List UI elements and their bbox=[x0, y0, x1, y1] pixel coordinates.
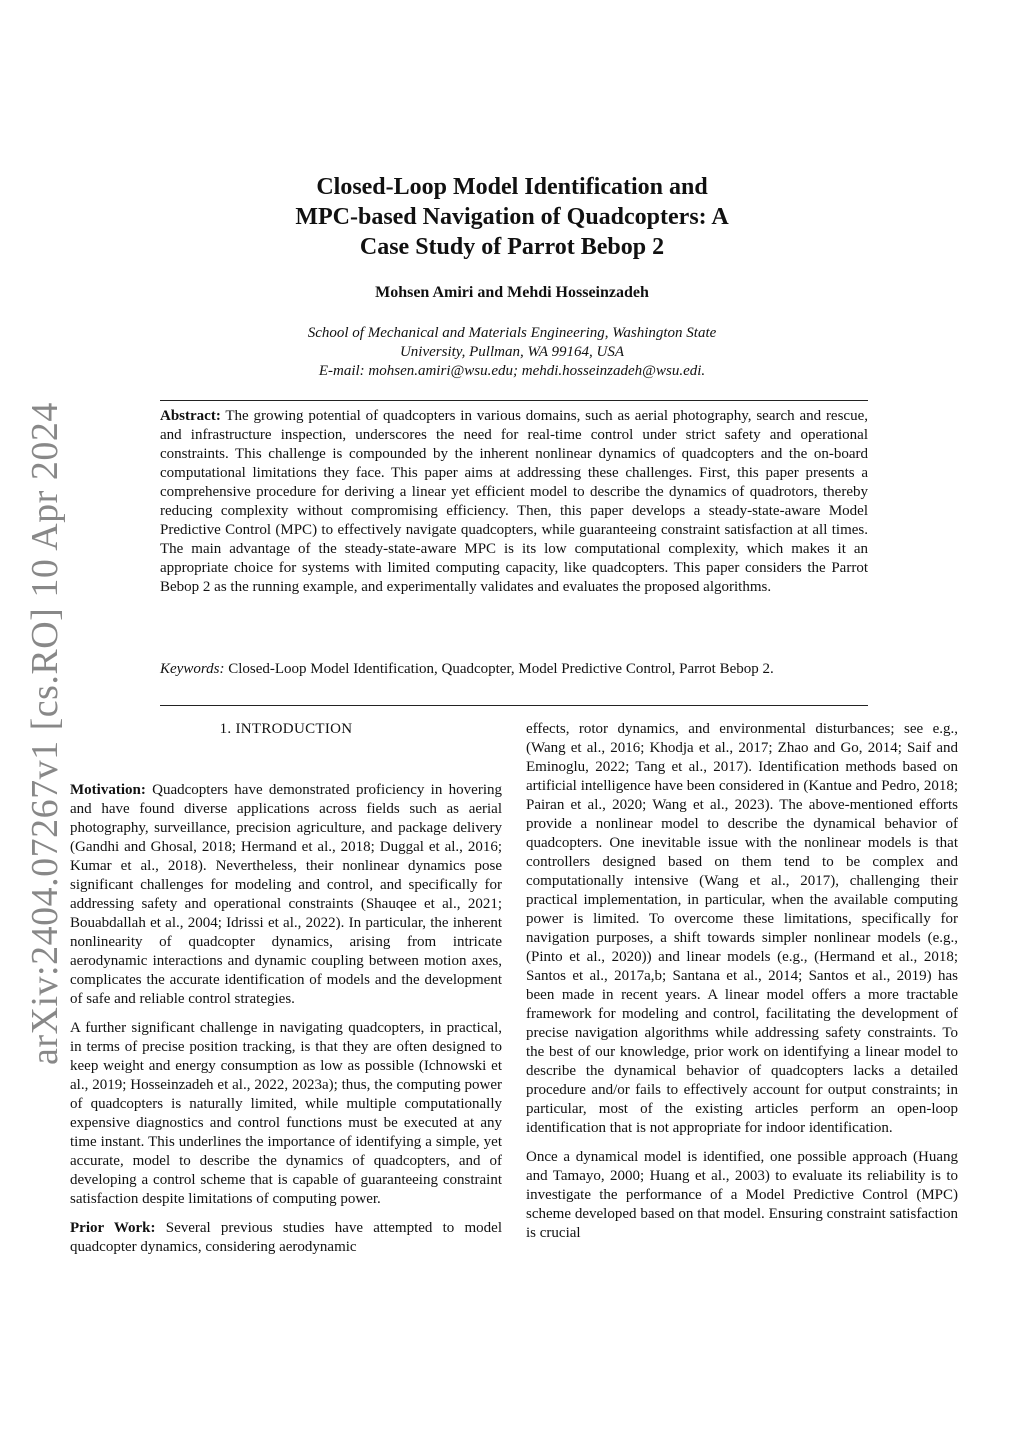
title-line: Case Study of Parrot Bebop 2 bbox=[359, 234, 665, 260]
challenge-paragraph: A further significant challenge in navigating quadcopters, in practical, in terms of precise position tracking, is that they are often designed to keep weight and energy consumption as low as possible (Ichnowski et al., 2019; Hosseinzadeh et al., 2022, 2023a); thus, the computing power of quadcopters is naturally limited, while multiple computationally expensive diagnostics and control functions must be executed at any time instant. This underlines the importance of identifying a simple, yet accurate, model to describe the dynamics of quadcopters, and of developing a control scheme that is capable of guaranteeing constraint satisfaction despite limitations of computing power. bbox=[70, 1020, 502, 1207]
abstract-top-rule bbox=[160, 400, 868, 401]
authors: Mohsen Amiri and Mehdi Hosseinzadeh bbox=[375, 284, 649, 301]
prior-work-paragraph bbox=[70, 1219, 502, 1257]
paper-title bbox=[190, 172, 834, 262]
affiliation-line: University, Pullman, WA 99164, USA bbox=[399, 344, 625, 360]
keywords-text: Closed-Loop Model Identification, Quadcopter, Model Predictive Control, Parrot Bebop 2. bbox=[228, 661, 774, 677]
keywords-label: Keywords: bbox=[160, 661, 225, 677]
mpc-paragraph: Once a dynamical model is identified, one possible approach (Huang and Tamayo, 2000; Huang et al., 2003) to evaluate its reliability is to investigate the performance of a Model Predictive Control (MPC) scheme developed based on that model. Ensuring constraint satisfaction is crucial bbox=[526, 1149, 958, 1241]
affiliation bbox=[190, 324, 834, 381]
abstract-text: The growing potential of quadcopters in various domains, such as aerial photography, search and rescue, and infrastructure inspection, underscores the need for real-time control under strict safety and operational constraints. This challenge is compounded by the inherent nonlinear dynamics of quadcopters and the on-board computational limitations they face. This paper aims at addressing these challenges. First, this paper presents a comprehensive procedure for deriving a linear yet efficient model to describe the dynamics of quadrotors, thereby reducing complexity without compromising efficiency. Then, this paper develops a steady-state-aware Model Predictive Control (MPC) to effectively navigate quadcopters, while guaranteeing constraint satisfaction at all times. The main advantage of the steady-state-aware MPC is its low computational complexity, which makes it an appropriate choice for systems with limited computing capacity, like quadcopters. This paper considers the Parrot Bebop 2 as the running example, and experimentally validates and evaluates the proposed algorithms. bbox=[160, 408, 868, 595]
title-line: Closed-Loop Model Identification and bbox=[316, 174, 708, 200]
motivation-label: Motivation: bbox=[70, 782, 146, 798]
keywords bbox=[160, 660, 868, 679]
section-heading: 1. INTRODUCTION bbox=[219, 721, 353, 737]
related-work-paragraph: effects, rotor dynamics, and environmental disturbances; see e.g., (Wang et al., 2016; Khodja et al., 2017; Zhao and Go, 2014; Saif and Eminoglu, 2022; Tang et al., 2017). Identification methods based on artificial intelligence have been considered in (Kantue and Pedro, 2018; Pairan et al., 2020; Wang et al., 2023). The above-mentioned efforts provide a nonlinear model to describe the dynamical behavior of quadcopters. One inevitable issue with the nonlinear models is that controllers designed based on them tend to be complex and computationally intensive (Wang et al., 2017), challenging their practical implementation, in particular, when the available computing power is limited. To overcome these limitations, specifically for navigation purposes, a shift towards simpler nonlinear models (e.g., (Pinto et al., 2020)) and linear models (e.g., (Hermand et al., 2018; Santos et al., 2017a,b; Santana et al., 2014; Santos et al., 2019) has been made in recent years. A linear model offers a more tractable framework for modeling and control, facilitating the development of precise navigation algorithms while addressing safety constraints. To the best of our knowledge, prior work on identifying a linear model to describe the dynamical behavior of quadcopters lacks a detailed procedure and/or fails to effectively account for output constraints; in particular, most of the existing articles perform an open-loop identification that is not appropriate for indoor identification. bbox=[526, 721, 958, 1136]
title-line: MPC-based Navigation of Quadcopters: A bbox=[295, 204, 729, 230]
affiliation-line: School of Mechanical and Materials Engineering, Washington State bbox=[307, 325, 717, 341]
prior-work-text: Several previous studies have attempted to model quadcopter dynamics, considering aerodynamic bbox=[70, 1220, 503, 1255]
abstract bbox=[160, 407, 868, 597]
abstract-label: Abstract: bbox=[160, 408, 221, 424]
motivation-text: Quadcopters have demonstrated proficiency in hovering and have found diverse applications across fields such as aerial photography, surveillance, precision agriculture, and package delivery (Gandhi and Ghosal, 2018; Hermand et al., 2018; Duggal et al., 2016; Kumar et al., 2018). Nevertheless, their nonlinear dynamics pose significant challenges for modeling and control, and specifically for addressing safety and operational constraints (Shauqee et al., 2021; Bouabdallah et al., 2004; Idrissi et al., 2022). In particular, the inherent nonlinearity of quadcopter dynamics, arising from intricate aerodynamic interactions and dynamic coupling between motion axes, complicates the accurate identification of models and the development of safe and reliable control strategies. bbox=[70, 782, 502, 1007]
arxiv-side-stamp: arXiv:2404.07267v1 [cs.RO] 10 Apr 2024 bbox=[24, 402, 66, 1065]
right-column bbox=[526, 720, 958, 1253]
prior-work-label: Prior Work: bbox=[70, 1220, 156, 1236]
left-column bbox=[70, 720, 502, 1267]
affiliation-email: E-mail: mohsen.amiri@wsu.edu; mehdi.hosseinzadeh@wsu.edi. bbox=[318, 363, 706, 379]
abstract-bottom-rule bbox=[160, 705, 868, 706]
motivation-paragraph bbox=[70, 781, 502, 1009]
